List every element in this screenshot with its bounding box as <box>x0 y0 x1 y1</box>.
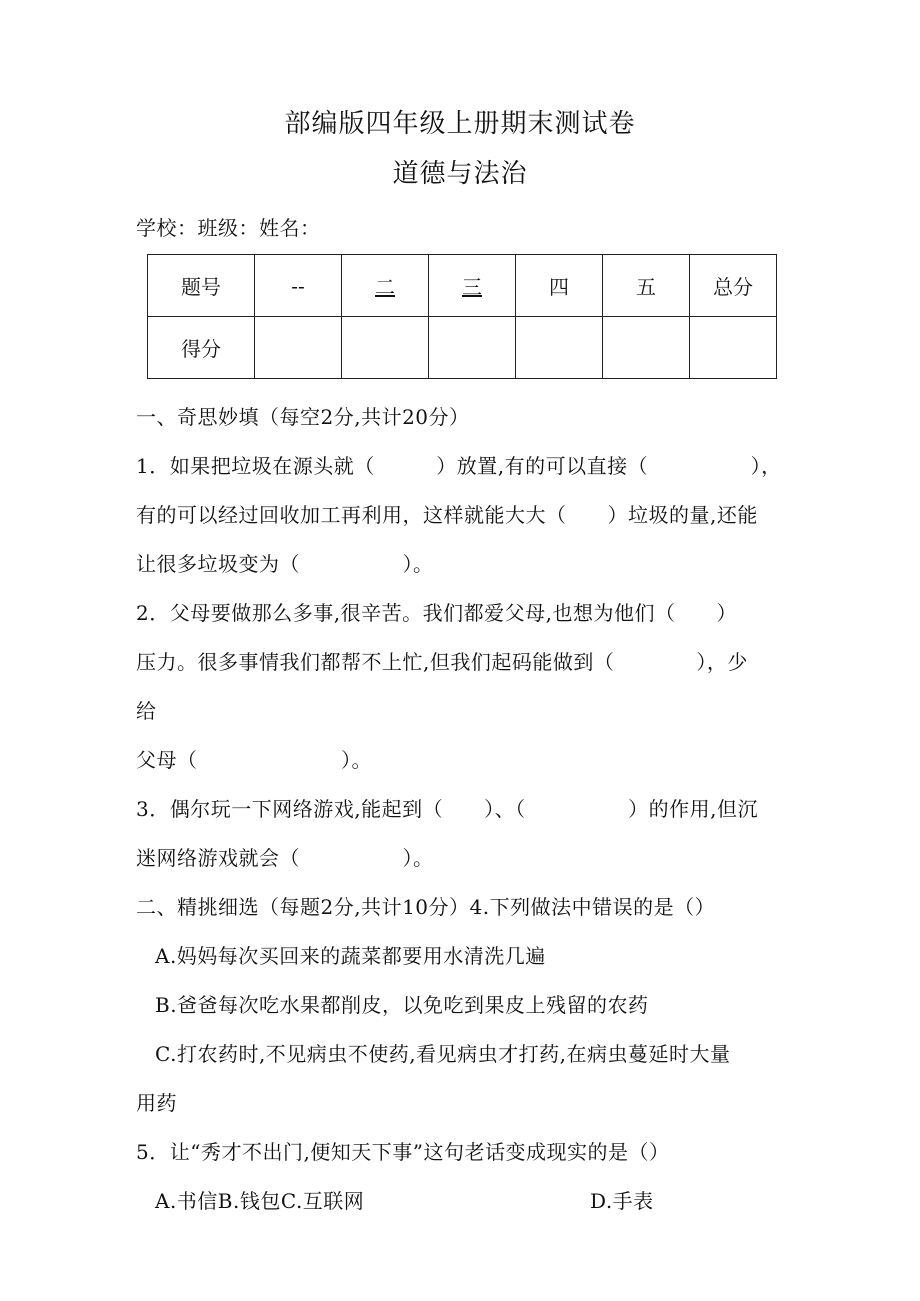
table-cell-total: 总分 <box>690 255 777 317</box>
table-cell-question-no: 题号 <box>148 255 255 317</box>
section1-heading: 一、奇思妙填（每空2分,共计20分） <box>136 405 470 429</box>
exam-title: 部编版四年级上册期末测试卷 <box>284 109 636 139</box>
score-input-cell[interactable] <box>255 317 342 379</box>
score-input-cell[interactable] <box>429 317 516 379</box>
question-1-line-1: 1．如果把垃圾在源头就（ ）放置,有的可以直接（ ）， <box>136 454 782 478</box>
question-2-line-1: 2．父母要做那么多事,很辛苦。我们都爱父母,也想为他们（ ） <box>136 601 737 625</box>
score-input-cell[interactable] <box>516 317 603 379</box>
question-1-line-2: 有的可以经过回收加工再利用，这样就能大大（ ）垃圾的量,还能 <box>136 503 758 527</box>
score-input-cell[interactable] <box>603 317 690 379</box>
score-table-header-row <box>148 255 777 317</box>
question-5-option-d: D.手表 <box>590 1189 654 1213</box>
question-4-option-c-cont: 用药 <box>136 1091 177 1115</box>
question-4-option-a: A.妈妈每次买回来的蔬菜都要用水清洗几遍 <box>155 944 546 968</box>
table-cell-q5: 五 <box>603 255 690 317</box>
score-input-cell[interactable] <box>690 317 777 379</box>
question-5: 5．让“秀才不出门,便知天下事”这句老话变成现实的是（） <box>136 1140 670 1164</box>
table-cell-q1: -- <box>255 255 342 317</box>
question-4-option-b: B.爸爸每次吃水果都削皮，以免吃到果皮上残留的农药 <box>155 993 649 1017</box>
table-cell-q3-label: 三 <box>462 275 482 299</box>
table-cell-q2-label: 二 <box>375 275 395 299</box>
score-input-cell[interactable] <box>342 317 429 379</box>
table-cell-q2 <box>342 255 429 317</box>
question-4-option-c: C.打农药时,不见病虫不使药,看见病虫才打药,在病虫蔓延时大量 <box>155 1042 731 1066</box>
subject-title: 道德与法治 <box>392 159 528 189</box>
student-info-line: 学校：班级：姓名： <box>136 216 321 240</box>
score-table <box>147 254 777 379</box>
question-1-line-3: 让很多垃圾变为（ ）。 <box>136 552 434 576</box>
score-table-score-row <box>148 317 777 379</box>
table-cell-score-label: 得分 <box>148 317 255 379</box>
question-3-line-1: 3．偶尔玩一下网络游戏,能起到（ ）、（ ）的作用,但沉 <box>136 797 758 821</box>
question-2-line-3: 给 <box>136 699 157 723</box>
question-2-line-4: 父母（ ）。 <box>136 748 372 772</box>
table-cell-q3 <box>429 255 516 317</box>
table-cell-q4: 四 <box>516 255 603 317</box>
section2-heading: 二、精挑细选（每题2分,共计10分）4.下列做法中错误的是（） <box>136 895 716 919</box>
question-3-line-2: 迷网络游戏就会（ ）。 <box>136 846 434 870</box>
question-2-line-2: 压力。很多事情我们都帮不上忙,但我们起码能做到（ ），少 <box>136 650 748 674</box>
question-5-options-abc: A.书信B.钱包C.互联网 <box>155 1189 365 1213</box>
